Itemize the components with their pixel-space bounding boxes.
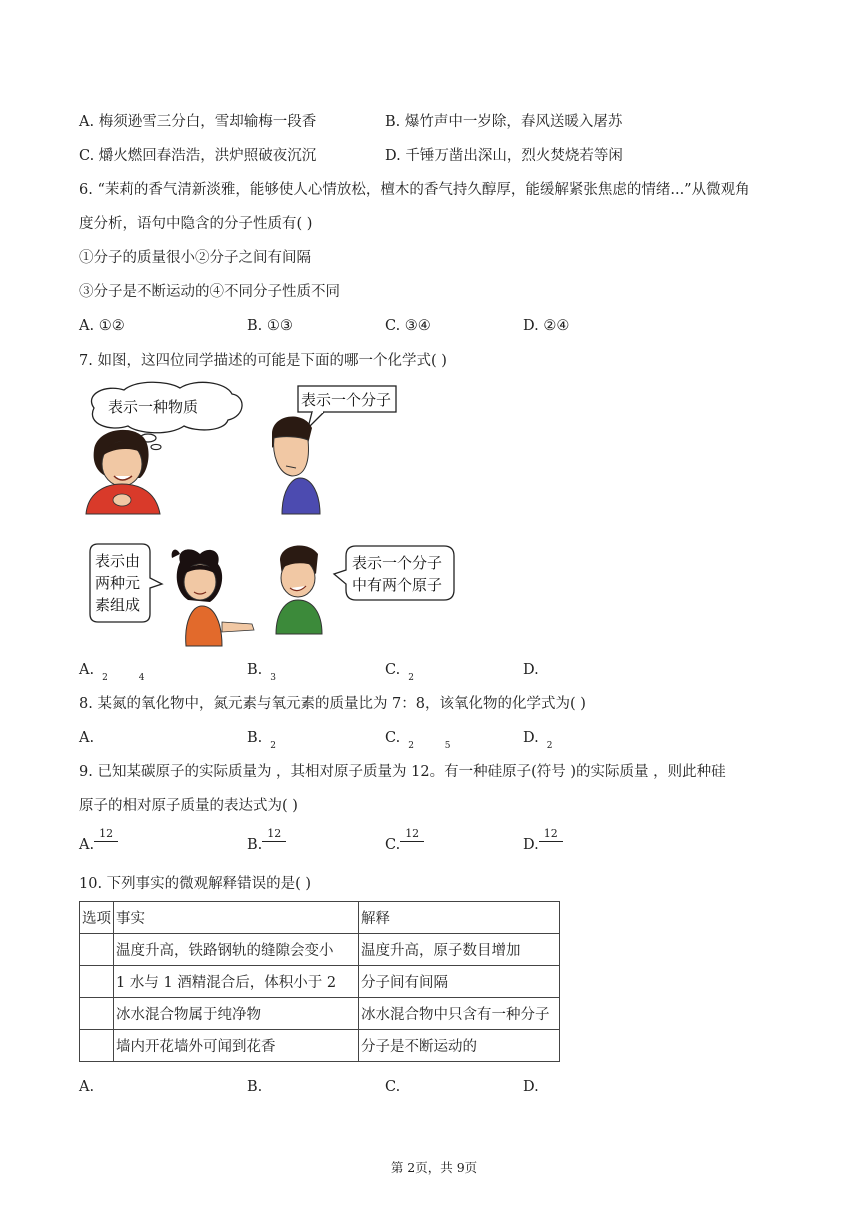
q6-statement-2: ③分子是不断运动的④不同分子性质不同 bbox=[79, 284, 340, 300]
q6-option-d: D. ②④ bbox=[523, 318, 570, 334]
row-2-fact: 1 水与 1 酒精混合后，体积小于 2 bbox=[114, 966, 359, 998]
speech-bubble-2 bbox=[298, 386, 396, 428]
q9-option-d: D. 12 bbox=[523, 834, 563, 856]
row-2-option bbox=[80, 966, 114, 998]
header-fact: 事实 bbox=[114, 902, 359, 934]
q6-statement-1: ①分子的质量很小②分子之间有间隔 bbox=[79, 250, 311, 266]
q7-option-b-subscript: 3 bbox=[270, 673, 290, 683]
bubble-3-line2: 两种元 bbox=[95, 574, 141, 592]
speech-bubble-3 bbox=[90, 544, 162, 622]
q10-stem: 10. 下列事实的微观解释错误的是( ) bbox=[79, 876, 312, 892]
speech-bubble-4 bbox=[334, 546, 454, 600]
q8-option-c: C. $_{2 5}$ bbox=[385, 730, 465, 751]
student-3 bbox=[172, 549, 254, 646]
bubble-4-line1: 表示一个分子 bbox=[352, 554, 443, 572]
q8-option-b-subscript: 2 bbox=[270, 741, 290, 751]
bubble-4-line2: 中有两个原子 bbox=[352, 576, 443, 594]
header-explanation: 解释 bbox=[359, 902, 560, 934]
q9-option-b: B. 12 bbox=[247, 834, 286, 856]
table-row bbox=[80, 998, 560, 1030]
row-2-explanation: 分子间有间隔 bbox=[359, 966, 560, 998]
q9-stem-line2: 原子的相对原子质量的表达式为( ) bbox=[79, 798, 298, 814]
row-4-explanation: 分子是不断运动的 bbox=[359, 1030, 560, 1062]
row-1-option bbox=[80, 934, 114, 966]
student-4 bbox=[276, 545, 322, 634]
header-option: 选项 bbox=[80, 902, 114, 934]
q6-option-a: A. ①② bbox=[79, 318, 125, 334]
student-2 bbox=[272, 417, 320, 514]
row-4-fact: 墙内开花墙外可闻到花香 bbox=[114, 1030, 359, 1062]
bubble-1-text: 表示一种物质 bbox=[108, 398, 199, 416]
q9-stem-line1: 9. 已知某碳原子的实际质量为 ，其相对原子质量为 12。有一种硅原子(符号 )的实际质量 ，则此种硅 bbox=[79, 764, 726, 780]
q7-option-a: A. $_{2 4}$ bbox=[79, 662, 159, 683]
q7-option-c: C. $_2$ bbox=[385, 662, 428, 683]
q6-stem-line2: 度分析，语句中隐含的分子性质有( ) bbox=[79, 216, 313, 232]
table-row bbox=[80, 966, 560, 998]
q10-option-a: A. bbox=[79, 1079, 95, 1095]
q8-option-d: D. $_2$ bbox=[523, 730, 567, 751]
q8-option-d-subscript: 2 bbox=[546, 741, 567, 751]
q7-option-d: D. bbox=[523, 662, 539, 678]
table-row bbox=[80, 934, 560, 966]
q9-option-d-fraction: 12 bbox=[539, 828, 563, 850]
q5-option-a: A. 梅须逊雪三分白，雪却输梅一段香 bbox=[79, 114, 317, 130]
q6-stem-line1: 6. “茉莉的香气清新淡雅，能够使人心情放松，檀木的香气持久醇厚，能缓解紧张焦虑的情绪...”从微观角 bbox=[79, 182, 750, 198]
bubble-3-line1: 表示由 bbox=[95, 552, 141, 570]
q5-option-d: D. 千锤万凿出深山，烈火焚烧若等闲 bbox=[385, 148, 623, 164]
q9-option-a: A. 12 bbox=[79, 834, 118, 856]
row-3-fact: 冰水混合物属于纯净物 bbox=[114, 998, 359, 1030]
row-3-option bbox=[80, 998, 114, 1030]
q10-option-d: D. bbox=[523, 1079, 539, 1095]
table-row bbox=[80, 1030, 560, 1062]
q8-option-a: A. bbox=[79, 730, 95, 746]
q5-option-b: B. 爆竹声中一岁除，春风送暖入屠苏 bbox=[385, 114, 623, 130]
q8-option-b: B. $_2$ bbox=[247, 730, 290, 751]
table-header-row bbox=[80, 902, 560, 934]
q6-option-b: B. ①③ bbox=[247, 318, 293, 334]
q9-option-c: C. 12 bbox=[385, 834, 424, 856]
row-3-explanation: 冰水混合物中只含有一种分子 bbox=[359, 998, 560, 1030]
q7-stem: 7. 如图，这四位同学描述的可能是下面的哪一个化学式( ) bbox=[79, 353, 447, 369]
q9-option-a-fraction: 12 bbox=[94, 828, 118, 850]
q7-option-c-subscript: 2 bbox=[408, 673, 428, 683]
row-1-fact: 温度升高，铁路钢轨的缝隙会变小 bbox=[114, 934, 359, 966]
bubble-2-text: 表示一个分子 bbox=[301, 391, 392, 409]
q9-option-c-fraction: 12 bbox=[400, 828, 424, 850]
q8-option-c-subscripts: 2 5 bbox=[408, 741, 465, 751]
row-1-explanation: 温度升高，原子数目增加 bbox=[359, 934, 560, 966]
q10-facts-table bbox=[79, 901, 560, 1062]
q7-option-b: B. $_3$ bbox=[247, 662, 290, 683]
q8-stem: 8. 某氮的氧化物中，氮元素与氧元素的质量比为 7：8，该氧化物的化学式为( ) bbox=[79, 696, 586, 712]
q10-option-b: B. bbox=[247, 1079, 263, 1095]
q7-students-illustration bbox=[76, 378, 476, 653]
q10-option-c: C. bbox=[385, 1079, 401, 1095]
row-4-option bbox=[80, 1030, 114, 1062]
page-footer: 第 2页，共 9页 bbox=[390, 1160, 478, 1175]
q6-option-c: C. ③④ bbox=[385, 318, 431, 334]
bubble-3-line3: 素组成 bbox=[95, 596, 141, 614]
q5-option-c: C. 爝火燃回春浩浩，洪炉照破夜沉沉 bbox=[79, 148, 317, 164]
q9-option-b-fraction: 12 bbox=[262, 828, 286, 850]
q7-option-a-subscripts: 2 4 bbox=[102, 673, 159, 683]
